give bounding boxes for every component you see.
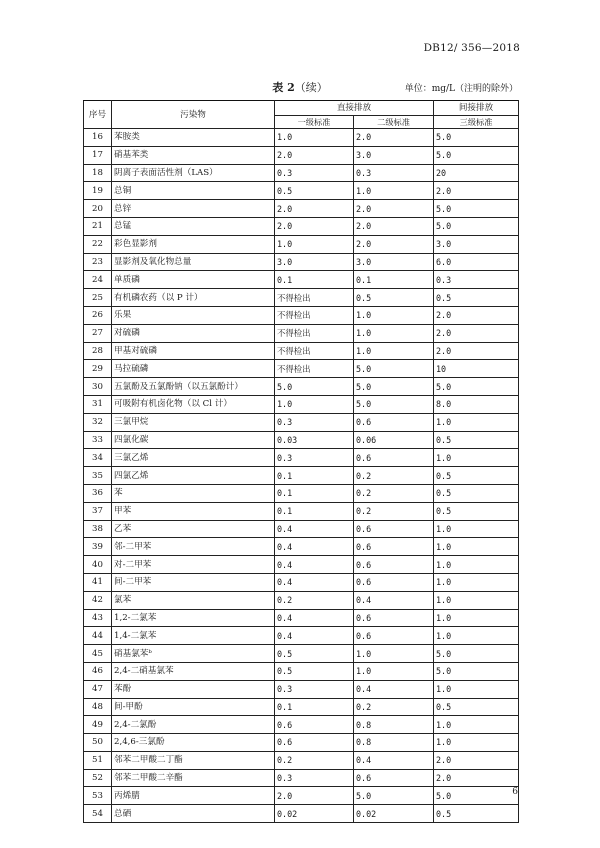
row-number: 40 bbox=[84, 556, 112, 574]
pollutant-name: 硝基苯类 bbox=[112, 146, 275, 164]
level1-value: 2.0 bbox=[275, 217, 354, 235]
level3-value: 1.0 bbox=[434, 573, 519, 591]
level2-value: 0.6 bbox=[354, 556, 434, 574]
table-row bbox=[84, 734, 519, 752]
level2-value: 1.0 bbox=[354, 324, 434, 342]
level2-value: 2.0 bbox=[354, 235, 434, 253]
level2-value: 0.2 bbox=[354, 502, 434, 520]
level3-value: 5.0 bbox=[434, 146, 519, 164]
level3-value: 2.0 bbox=[434, 769, 519, 787]
level3-value: 0.5 bbox=[434, 289, 519, 307]
level1-value: 0.3 bbox=[275, 413, 354, 431]
table-row bbox=[84, 591, 519, 609]
level1-value: 不得检出 bbox=[275, 360, 354, 378]
level3-value: 1.0 bbox=[434, 680, 519, 698]
level2-value: 0.6 bbox=[354, 449, 434, 467]
level1-value: 0.3 bbox=[275, 680, 354, 698]
table-row bbox=[84, 289, 519, 307]
level1-value: 0.5 bbox=[275, 645, 354, 663]
pollutant-name: 甲苯 bbox=[112, 502, 275, 520]
row-number: 34 bbox=[84, 449, 112, 467]
row-number: 16 bbox=[84, 129, 112, 147]
row-number: 26 bbox=[84, 306, 112, 324]
level1-value: 0.1 bbox=[275, 698, 354, 716]
level1-value: 1.0 bbox=[275, 235, 354, 253]
table-row bbox=[84, 573, 519, 591]
pollutant-name: 苯酚 bbox=[112, 680, 275, 698]
table-body bbox=[84, 129, 519, 823]
row-number: 18 bbox=[84, 164, 112, 182]
level1-value: 5.0 bbox=[275, 378, 354, 396]
pollutant-name: 总锌 bbox=[112, 200, 275, 218]
level3-value: 0.5 bbox=[434, 467, 519, 485]
level1-value: 1.0 bbox=[275, 395, 354, 413]
pollutant-name: 总铜 bbox=[112, 182, 275, 200]
level1-value: 0.1 bbox=[275, 502, 354, 520]
row-number: 39 bbox=[84, 538, 112, 556]
level3-value: 3.0 bbox=[434, 235, 519, 253]
level3-value: 5.0 bbox=[434, 200, 519, 218]
level1-value: 3.0 bbox=[275, 253, 354, 271]
table-row bbox=[84, 413, 519, 431]
level1-value: 0.3 bbox=[275, 769, 354, 787]
row-number: 42 bbox=[84, 591, 112, 609]
pollutant-name: 显影剂及氧化物总量 bbox=[112, 253, 275, 271]
page-number: 6 bbox=[512, 787, 518, 797]
level3-value: 20 bbox=[434, 164, 519, 182]
level2-value: 0.1 bbox=[354, 271, 434, 289]
pollutant-name: 可吸附有机卤化物（以 Cl 计） bbox=[112, 395, 275, 413]
pollutant-name: 马拉硫磷 bbox=[112, 360, 275, 378]
table-row bbox=[84, 378, 519, 396]
row-number: 17 bbox=[84, 146, 112, 164]
level1-value: 0.1 bbox=[275, 467, 354, 485]
level1-value: 0.1 bbox=[275, 271, 354, 289]
table-row bbox=[84, 253, 519, 271]
level1-value: 0.4 bbox=[275, 609, 354, 627]
row-number: 35 bbox=[84, 467, 112, 485]
table-row bbox=[84, 200, 519, 218]
row-number: 31 bbox=[84, 395, 112, 413]
table-row bbox=[84, 662, 519, 680]
level3-value: 1.0 bbox=[434, 591, 519, 609]
seq-header: 序号 bbox=[84, 101, 112, 129]
table-row bbox=[84, 306, 519, 324]
level1-value: 0.3 bbox=[275, 164, 354, 182]
level2-value: 0.2 bbox=[354, 484, 434, 502]
row-number: 19 bbox=[84, 182, 112, 200]
level3-value: 5.0 bbox=[434, 378, 519, 396]
table-row bbox=[84, 698, 519, 716]
level2-value: 0.06 bbox=[354, 431, 434, 449]
row-number: 50 bbox=[84, 734, 112, 752]
level2-value: 5.0 bbox=[354, 378, 434, 396]
row-number: 48 bbox=[84, 698, 112, 716]
pollutant-name: 乙苯 bbox=[112, 520, 275, 538]
pollutant-name: 邻-二甲苯 bbox=[112, 538, 275, 556]
level3-value: 0.5 bbox=[434, 805, 519, 823]
table-row bbox=[84, 342, 519, 360]
pollutant-limits-table bbox=[83, 100, 519, 823]
pollutant-name: 邻苯二甲酸二辛酯 bbox=[112, 769, 275, 787]
level2-value: 5.0 bbox=[354, 360, 434, 378]
level2-value: 0.4 bbox=[354, 591, 434, 609]
row-number: 30 bbox=[84, 378, 112, 396]
level3-value: 5.0 bbox=[434, 787, 519, 805]
level3-value: 2.0 bbox=[434, 324, 519, 342]
pollutant-name: 甲基对硫磷 bbox=[112, 342, 275, 360]
row-number: 47 bbox=[84, 680, 112, 698]
row-number: 46 bbox=[84, 662, 112, 680]
table-row bbox=[84, 129, 519, 147]
pollutant-name: 乐果 bbox=[112, 306, 275, 324]
table-row bbox=[84, 520, 519, 538]
row-number: 53 bbox=[84, 787, 112, 805]
pollutant-name: 2,4-二硝基氯苯 bbox=[112, 662, 275, 680]
level3-value: 10 bbox=[434, 360, 519, 378]
table-row bbox=[84, 769, 519, 787]
pollutant-name: 单质磷 bbox=[112, 271, 275, 289]
level3-value: 5.0 bbox=[434, 662, 519, 680]
level3-value: 6.0 bbox=[434, 253, 519, 271]
pollutant-name: 有机磷农药（以 P 计） bbox=[112, 289, 275, 307]
level1-value: 0.2 bbox=[275, 591, 354, 609]
pollutant-name: 四氯乙烯 bbox=[112, 467, 275, 485]
row-number: 28 bbox=[84, 342, 112, 360]
direct-discharge-header: 直接排放 bbox=[275, 101, 434, 116]
table-row bbox=[84, 556, 519, 574]
table-row bbox=[84, 146, 519, 164]
row-number: 25 bbox=[84, 289, 112, 307]
level3-value: 1.0 bbox=[434, 413, 519, 431]
table-continued: （续） bbox=[294, 81, 328, 94]
level1-value: 不得检出 bbox=[275, 306, 354, 324]
pollutant-name: 苯 bbox=[112, 484, 275, 502]
table-row bbox=[84, 680, 519, 698]
table-row bbox=[84, 645, 519, 663]
table-row bbox=[84, 609, 519, 627]
row-number: 33 bbox=[84, 431, 112, 449]
level2-value: 0.6 bbox=[354, 769, 434, 787]
level1-value: 2.0 bbox=[275, 146, 354, 164]
pollutant-name: 三氯乙烯 bbox=[112, 449, 275, 467]
pollutant-name: 对-二甲苯 bbox=[112, 556, 275, 574]
row-number: 41 bbox=[84, 573, 112, 591]
level2-value: 0.6 bbox=[354, 413, 434, 431]
level1-value: 0.2 bbox=[275, 751, 354, 769]
pollutant-header: 污染物 bbox=[112, 101, 275, 129]
row-number: 49 bbox=[84, 716, 112, 734]
level1-value: 0.4 bbox=[275, 556, 354, 574]
table-row bbox=[84, 484, 519, 502]
level1-value: 1.0 bbox=[275, 129, 354, 147]
level3-value: 8.0 bbox=[434, 395, 519, 413]
level2-value: 0.2 bbox=[354, 467, 434, 485]
level1-value: 0.1 bbox=[275, 484, 354, 502]
indirect-discharge-header: 间接排放 bbox=[434, 101, 519, 116]
row-number: 52 bbox=[84, 769, 112, 787]
row-number: 36 bbox=[84, 484, 112, 502]
table-row bbox=[84, 449, 519, 467]
level1-value: 0.5 bbox=[275, 662, 354, 680]
level1-value: 0.4 bbox=[275, 573, 354, 591]
level2-value: 0.6 bbox=[354, 627, 434, 645]
table-row bbox=[84, 751, 519, 769]
level3-value: 2.0 bbox=[434, 751, 519, 769]
level2-value: 1.0 bbox=[354, 645, 434, 663]
level3-value: 5.0 bbox=[434, 645, 519, 663]
pollutant-name: 总锰 bbox=[112, 217, 275, 235]
level3-value: 1.0 bbox=[434, 520, 519, 538]
level1-value: 2.0 bbox=[275, 787, 354, 805]
level2-value: 0.6 bbox=[354, 573, 434, 591]
pollutant-name: 阴离子表面活性剂（LAS） bbox=[112, 164, 275, 182]
pollutant-name: 1,4-二氯苯 bbox=[112, 627, 275, 645]
pollutant-name: 2,4-二氯酚 bbox=[112, 716, 275, 734]
level1-value: 不得检出 bbox=[275, 289, 354, 307]
level3-value: 0.5 bbox=[434, 431, 519, 449]
row-number: 51 bbox=[84, 751, 112, 769]
level2-value: 0.2 bbox=[354, 698, 434, 716]
table-label: 表 2 bbox=[272, 81, 295, 94]
level3-value: 5.0 bbox=[434, 217, 519, 235]
level3-value: 2.0 bbox=[434, 306, 519, 324]
table-row bbox=[84, 627, 519, 645]
row-number: 45 bbox=[84, 645, 112, 663]
table-row bbox=[84, 431, 519, 449]
table-row bbox=[84, 395, 519, 413]
header-row-1 bbox=[84, 101, 519, 116]
level3-value: 0.5 bbox=[434, 502, 519, 520]
row-number: 38 bbox=[84, 520, 112, 538]
level2-value: 0.5 bbox=[354, 289, 434, 307]
pollutant-name: 三氯甲烷 bbox=[112, 413, 275, 431]
table-row bbox=[84, 467, 519, 485]
level3-value: 1.0 bbox=[434, 449, 519, 467]
level2-header: 二级标准 bbox=[354, 116, 434, 129]
table-row bbox=[84, 360, 519, 378]
pollutant-name: 邻苯二甲酸二丁酯 bbox=[112, 751, 275, 769]
row-number: 43 bbox=[84, 609, 112, 627]
level2-value: 0.6 bbox=[354, 609, 434, 627]
level1-value: 0.6 bbox=[275, 716, 354, 734]
level1-value: 0.03 bbox=[275, 431, 354, 449]
row-number: 32 bbox=[84, 413, 112, 431]
level3-value: 1.0 bbox=[434, 716, 519, 734]
row-number: 20 bbox=[84, 200, 112, 218]
pollutant-name: 间-甲酚 bbox=[112, 698, 275, 716]
level2-value: 1.0 bbox=[354, 306, 434, 324]
level2-value: 1.0 bbox=[354, 342, 434, 360]
pollutant-name: 彩色显影剂 bbox=[112, 235, 275, 253]
row-number: 29 bbox=[84, 360, 112, 378]
pollutant-name: 四氯化碳 bbox=[112, 431, 275, 449]
level2-value: 3.0 bbox=[354, 253, 434, 271]
table-row bbox=[84, 805, 519, 823]
level2-value: 2.0 bbox=[354, 217, 434, 235]
document-code: DB12/ 356—2018 bbox=[423, 42, 520, 54]
level2-value: 3.0 bbox=[354, 146, 434, 164]
level3-value: 5.0 bbox=[434, 129, 519, 147]
row-number: 27 bbox=[84, 324, 112, 342]
pollutant-name: 对硫磷 bbox=[112, 324, 275, 342]
row-number: 24 bbox=[84, 271, 112, 289]
table-row bbox=[84, 502, 519, 520]
level1-value: 0.4 bbox=[275, 538, 354, 556]
level2-value: 0.4 bbox=[354, 680, 434, 698]
level2-value: 0.02 bbox=[354, 805, 434, 823]
table-row bbox=[84, 324, 519, 342]
row-number: 21 bbox=[84, 217, 112, 235]
level1-value: 0.02 bbox=[275, 805, 354, 823]
level3-value: 0.5 bbox=[434, 698, 519, 716]
level3-value: 1.0 bbox=[434, 627, 519, 645]
level2-value: 2.0 bbox=[354, 200, 434, 218]
level3-value: 2.0 bbox=[434, 342, 519, 360]
level3-header: 三级标准 bbox=[434, 116, 519, 129]
table-row bbox=[84, 716, 519, 734]
level2-value: 1.0 bbox=[354, 182, 434, 200]
pollutant-name: 丙烯腈 bbox=[112, 787, 275, 805]
row-number: 37 bbox=[84, 502, 112, 520]
row-number: 22 bbox=[84, 235, 112, 253]
pollutant-name: 硝基氯苯ᵇ bbox=[112, 645, 275, 663]
level2-value: 5.0 bbox=[354, 787, 434, 805]
level3-value: 1.0 bbox=[434, 734, 519, 752]
pollutant-name: 间-二甲苯 bbox=[112, 573, 275, 591]
level2-value: 0.6 bbox=[354, 520, 434, 538]
pollutant-name: 2,4,6-三氯酚 bbox=[112, 734, 275, 752]
level3-value: 1.0 bbox=[434, 538, 519, 556]
pollutant-name: 五氯酚及五氯酚钠（以五氯酚计） bbox=[112, 378, 275, 396]
level1-value: 不得检出 bbox=[275, 342, 354, 360]
level3-value: 2.0 bbox=[434, 182, 519, 200]
row-number: 44 bbox=[84, 627, 112, 645]
level1-value: 0.6 bbox=[275, 734, 354, 752]
table-row bbox=[84, 271, 519, 289]
level3-value: 1.0 bbox=[434, 609, 519, 627]
level2-value: 0.6 bbox=[354, 538, 434, 556]
table-row bbox=[84, 217, 519, 235]
pollutant-name: 总硒 bbox=[112, 805, 275, 823]
level1-header: 一级标准 bbox=[275, 116, 354, 129]
table-row bbox=[84, 182, 519, 200]
level3-value: 0.5 bbox=[434, 484, 519, 502]
level3-value: 0.3 bbox=[434, 271, 519, 289]
level2-value: 2.0 bbox=[354, 129, 434, 147]
level2-value: 5.0 bbox=[354, 395, 434, 413]
level1-value: 0.5 bbox=[275, 182, 354, 200]
level1-value: 0.4 bbox=[275, 627, 354, 645]
table-row bbox=[84, 164, 519, 182]
table-row bbox=[84, 235, 519, 253]
pollutant-name: 1,2-二氯苯 bbox=[112, 609, 275, 627]
level3-value: 1.0 bbox=[434, 556, 519, 574]
level1-value: 不得检出 bbox=[275, 324, 354, 342]
level2-value: 0.4 bbox=[354, 751, 434, 769]
pollutant-name: 氯苯 bbox=[112, 591, 275, 609]
table-row bbox=[84, 787, 519, 805]
level1-value: 2.0 bbox=[275, 200, 354, 218]
unit-note: 单位：mg/L（注明的除外） bbox=[404, 84, 518, 94]
pollutant-name: 苯胺类 bbox=[112, 129, 275, 147]
level1-value: 0.4 bbox=[275, 520, 354, 538]
table-row bbox=[84, 538, 519, 556]
row-number: 54 bbox=[84, 805, 112, 823]
level2-value: 1.0 bbox=[354, 662, 434, 680]
level1-value: 0.3 bbox=[275, 449, 354, 467]
level2-value: 0.8 bbox=[354, 734, 434, 752]
row-number: 23 bbox=[84, 253, 112, 271]
level2-value: 0.8 bbox=[354, 716, 434, 734]
level2-value: 0.3 bbox=[354, 164, 434, 182]
